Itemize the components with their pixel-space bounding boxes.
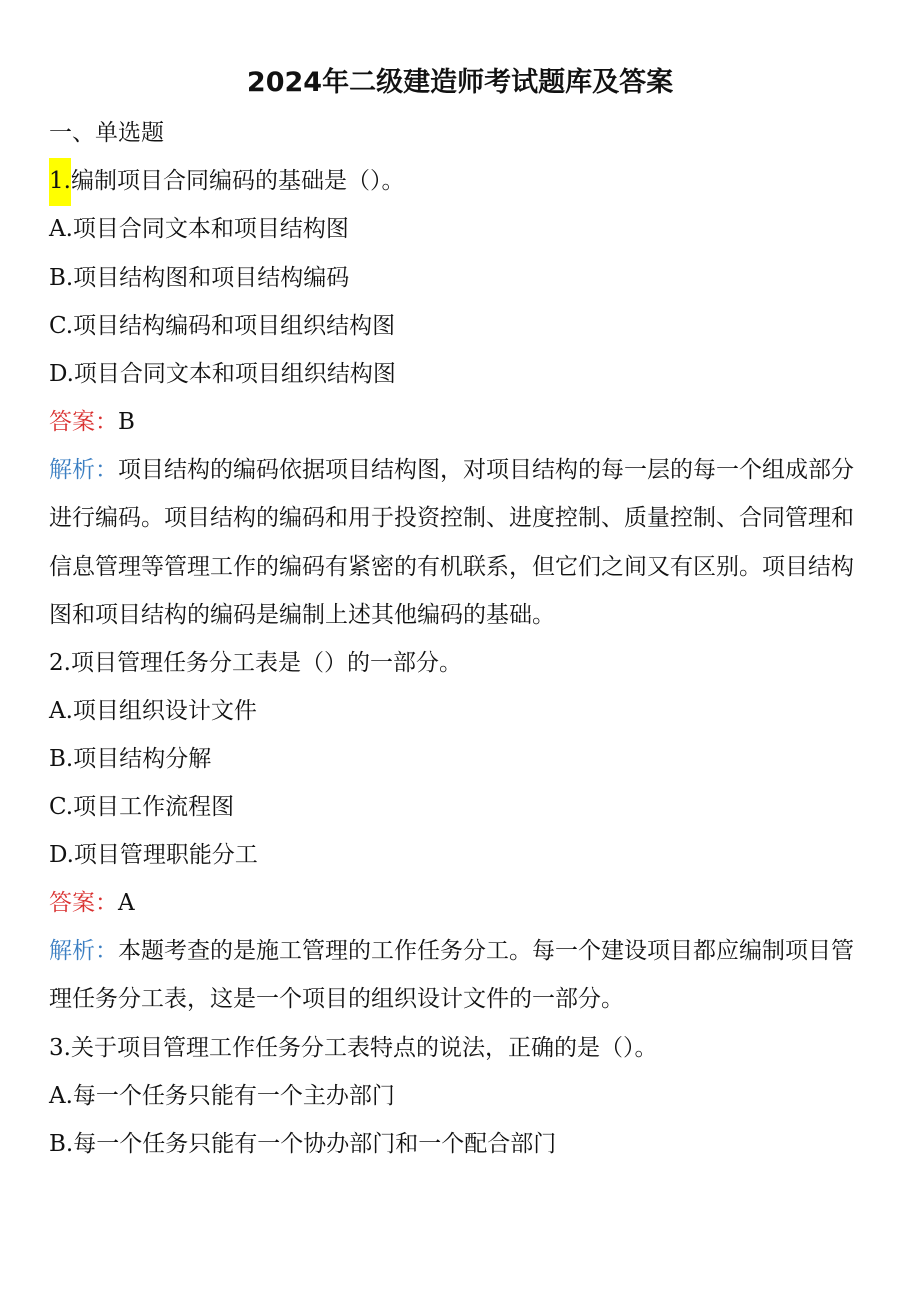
section-heading: 一、单选题	[49, 120, 164, 146]
question-1-option-b: B.项目结构图和项目结构编码	[49, 265, 350, 291]
question-1-option-a: A.项目合同文本和项目结构图	[49, 216, 349, 242]
question-2-analysis	[49, 927, 871, 1024]
analysis-label: 解析：	[49, 457, 118, 483]
answer-value: A	[118, 890, 135, 916]
question-1-analysis	[49, 446, 871, 639]
question-3-stem: 3.关于项目管理工作任务分工表特点的说法，正确的是（）。	[49, 1035, 658, 1061]
question-1-stem	[49, 164, 404, 206]
question-3-option-b: B.每一个任务只能有一个协办部门和一个配合部门	[49, 1131, 557, 1157]
question-3-option-a: A.每一个任务只能有一个主办部门	[49, 1083, 395, 1109]
answer-value: B	[118, 409, 135, 435]
question-2-answer	[49, 886, 135, 920]
analysis-label: 解析：	[49, 938, 118, 964]
question-1-text: 编制项目合同编码的基础是（）。	[70, 168, 405, 194]
question-1-option-d: D.项目合同文本和项目组织结构图	[49, 361, 396, 387]
question-2-stem: 2.项目管理任务分工表是（）的一部分。	[49, 650, 462, 676]
answer-label: 答案：	[49, 409, 118, 435]
question-1-answer	[49, 405, 135, 439]
question-2-option-a: A.项目组织设计文件	[49, 698, 257, 724]
analysis-text: 项目结构的编码依据项目结构图，对项目结构的每一层的每一个组成部分进行编码。项目结构的编码和用于投资控制、进度控制、质量控制、合同管理和信息管理等管理工作的编码有紧密的有机联系，但它们之间又有区别。项目结构图和项目结构的编码是编制上述其他编码的基础。	[49, 457, 854, 628]
question-1-option-c: C.项目结构编码和项目组织结构图	[49, 313, 396, 339]
analysis-text: 本题考查的是施工管理的工作任务分工。每一个建设项目都应编制项目管理任务分工表，这是一个项目的组织设计文件的一部分。	[49, 938, 854, 1013]
question-1-number-highlight: 1.	[49, 158, 71, 206]
answer-label: 答案：	[49, 890, 118, 916]
question-2-option-b: B.项目结构分解	[49, 746, 212, 772]
question-2-option-d: D.项目管理职能分工	[49, 842, 258, 868]
question-2-option-c: C.项目工作流程图	[49, 794, 235, 820]
document-title: 2024年二级建造师考试题库及答案	[246, 67, 674, 98]
